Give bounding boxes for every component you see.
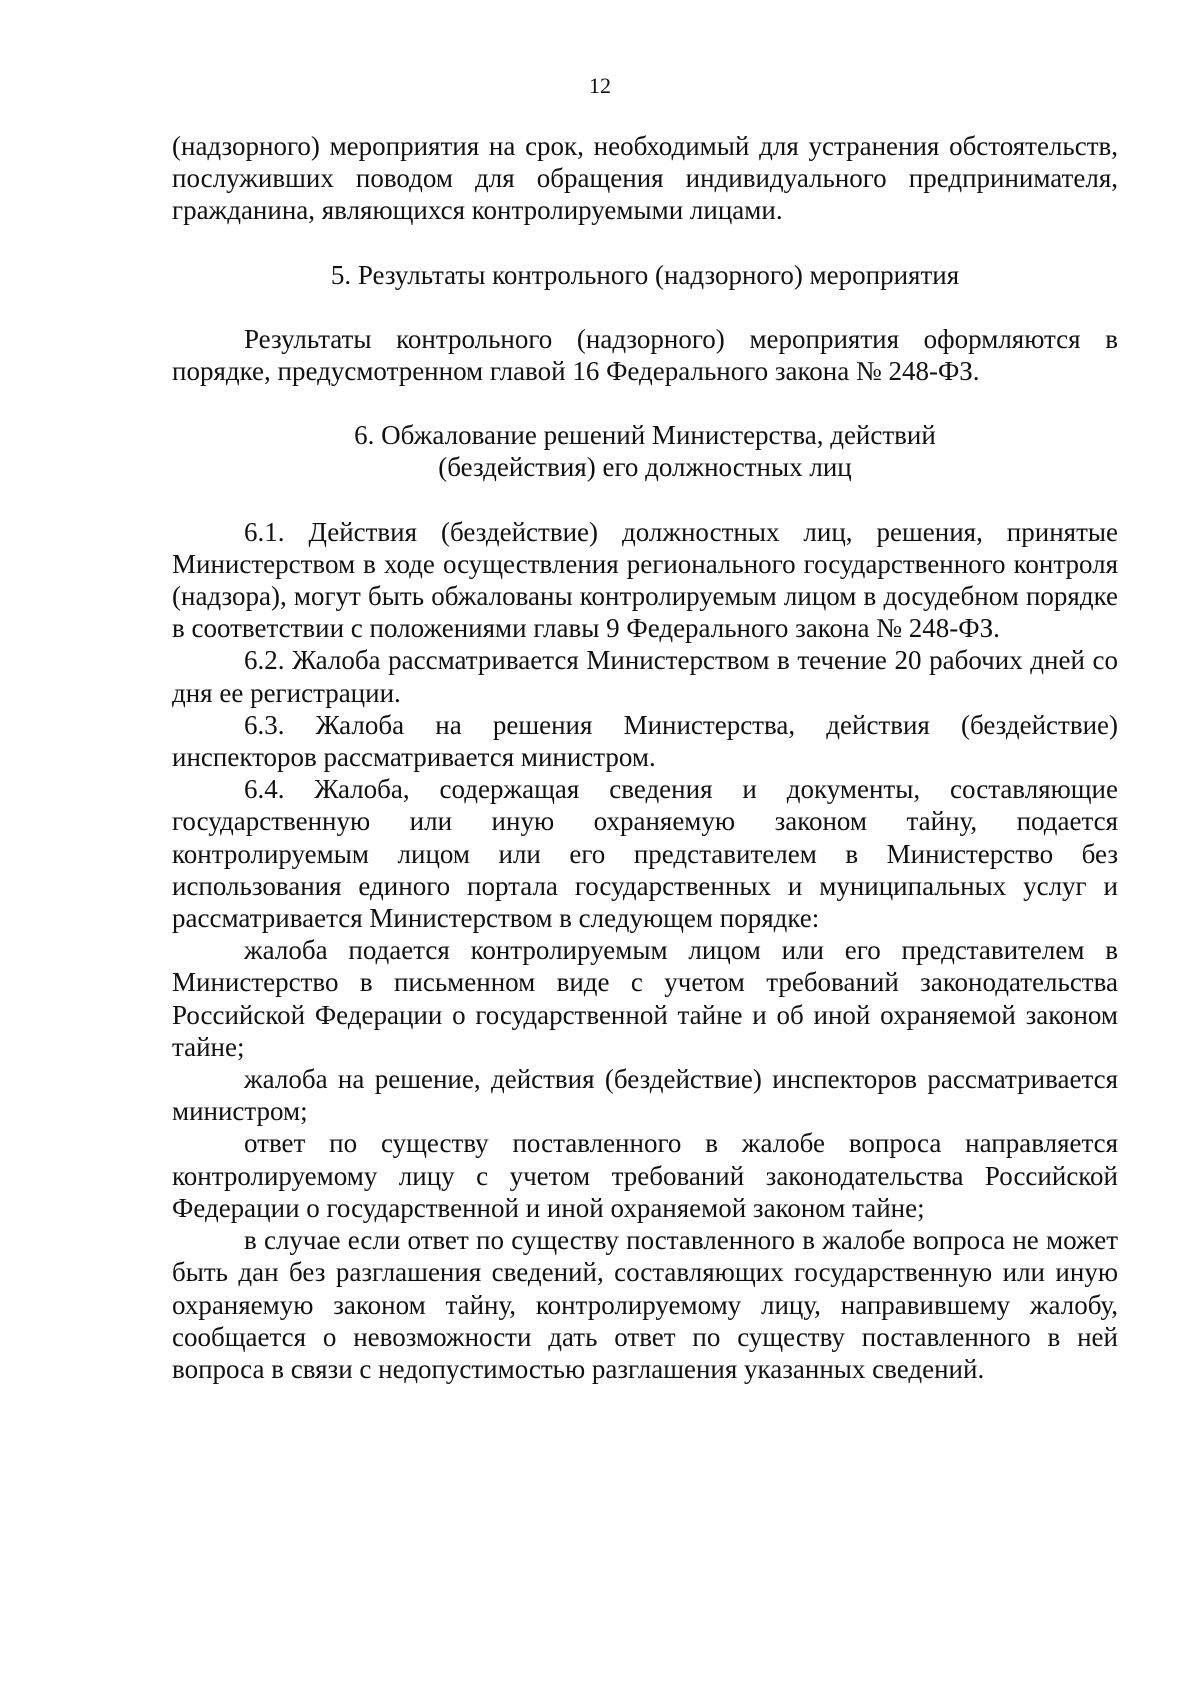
paragraph-6-4-item-d: в случае если ответ по существу поставленного в жалобе вопроса не может быть дан без разглашения сведений, составляющих государственную или иную охраняемую законом тайну, контролируемому лицу, направившему жалобу, сообщается о невозможности дать ответ по существу поставленного в ней вопроса в связи с недопустимостью разглашения указанных сведений. xyxy=(172,1225,1118,1384)
paragraph-6-1: 6.1. Действия (бездействие) должностных лиц, решения, принятые Министерством в ходе осуществления регионального государственного контроля (надзора), могут быть обжалованы контролируемым лицом в досудебном порядке в соответствии с положениями главы 9 Федерального закона № 248-ФЗ. xyxy=(172,516,1118,644)
paragraph-6-4: 6.4. Жалоба, содержащая сведения и документы, составляющие государственную или иную охраняемую законом тайну, подается контролируемым лицом или его представителем в Министерство без использования единого портала государственных и муниципальных услуг и рассматривается Министерством в следующем порядке: xyxy=(172,774,1118,934)
section-heading-5: 5. Результаты контрольного (надзорного) мероприятия xyxy=(330,259,960,290)
paragraph-section-5: Результаты контрольного (надзорного) мероприятия оформляются в порядке, предусмотренном главой 16 Федерального закона № 248-ФЗ. xyxy=(172,323,1118,387)
paragraph-6-2: 6.2. Жалоба рассматривается Министерством в течение 20 рабочих дней со дня ее регистрации. xyxy=(172,645,1118,708)
paragraph-6-4-item-c: ответ по существу поставленного в жалобе вопроса направляется контролируемому лицу с учетом требований законодательства Российской Федерации о государственной и иной охраняемой законом тайне; xyxy=(172,1128,1118,1223)
paragraph-6-4-item-a: жалоба подается контролируемым лицом или его представителем в Министерство в письменном виде с учетом требований законодательства Российской Федерации о государственной тайне и об иной охраняемой законом тайне; xyxy=(172,935,1118,1062)
paragraph-continuation: (надзорного) мероприятия на срок, необходимый для устранения обстоятельств, послуживших поводом для обращения индивидуального предпринимателя, гражданина, являющихся контролируемыми лицами. xyxy=(172,131,1118,226)
paragraph-6-3: 6.3. Жалоба на решения Министерства, действия (бездействие) инспекторов рассматривается министром. xyxy=(172,709,1118,773)
section-heading-6 xyxy=(172,419,1118,483)
section-heading-6-line2: (бездействия) его должностных лиц xyxy=(438,452,852,483)
page-number: 12 xyxy=(589,73,611,98)
document-body xyxy=(172,130,1118,1385)
paragraph-6-4-item-b: жалоба на решение, действия (бездействие) инспекторов рассматривается министром; xyxy=(172,1064,1118,1127)
section-heading-6-line1: 6. Обжалование решений Министерства, действий xyxy=(354,420,936,451)
